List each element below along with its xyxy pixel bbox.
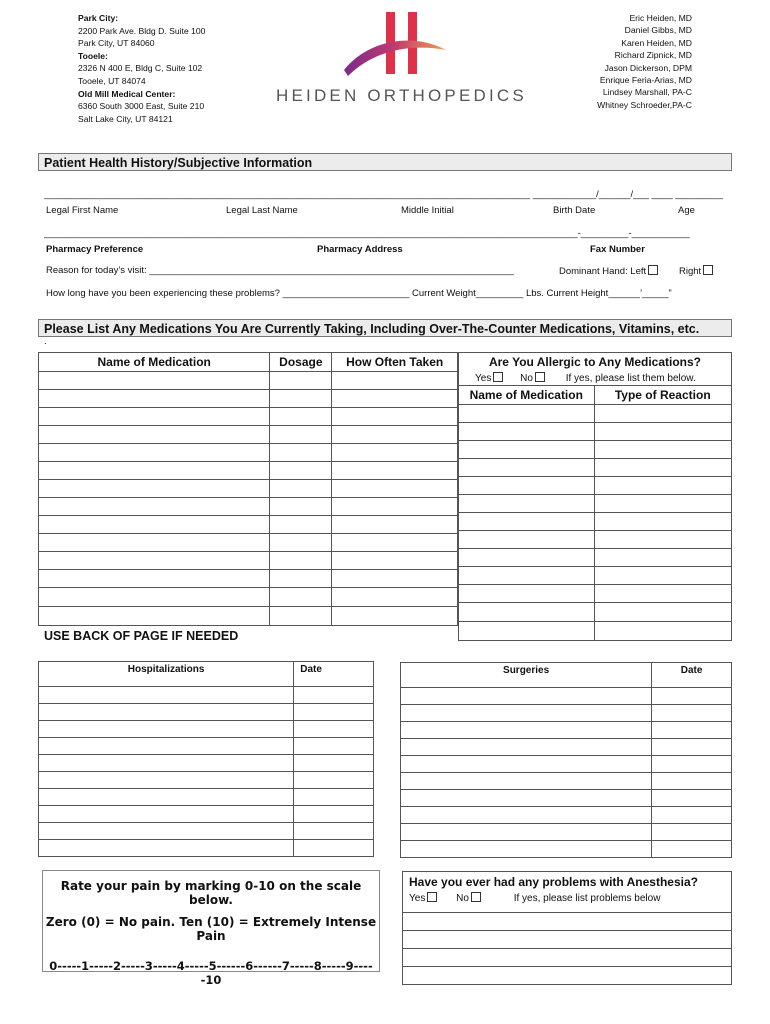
location-line: 6360 South 3000 East, Suite 210 — [78, 101, 205, 112]
middle-initial-label: Middle Initial — [401, 205, 454, 216]
pain-instructions: Rate your pain by marking 0-10 on the scale below. — [60, 879, 362, 907]
surgeries-table — [400, 662, 732, 858]
table-row[interactable] — [401, 688, 732, 705]
table-row[interactable] — [459, 477, 732, 495]
anesthesia-no-label: No — [456, 893, 469, 904]
table-row[interactable] — [39, 408, 458, 426]
stray-dot: . — [44, 336, 47, 347]
pharmacy-fields-line[interactable]: _____________________________________________________________________________________________________-_________-___________ — [44, 228, 690, 239]
table-row[interactable] — [401, 773, 732, 790]
provider: Lindsey Marshall, PA-C — [602, 87, 692, 98]
table-row[interactable] — [403, 949, 732, 967]
clinic-addresses — [78, 12, 205, 125]
dosage-header: Dosage — [270, 353, 332, 372]
table-row[interactable] — [459, 423, 732, 441]
table-row[interactable] — [39, 607, 458, 626]
table-row[interactable] — [401, 722, 732, 739]
location-name: Tooele: — [78, 50, 108, 61]
table-row[interactable] — [39, 480, 458, 498]
anesthesia-yes-label: Yes — [409, 893, 426, 904]
table-row[interactable] — [39, 823, 374, 840]
surgeries-header: Surgeries — [401, 663, 652, 688]
table-row[interactable] — [459, 495, 732, 513]
pharmacy-address-label: Pharmacy Address — [317, 244, 403, 255]
table-row[interactable] — [459, 622, 732, 641]
table-row[interactable] — [39, 498, 458, 516]
table-row[interactable] — [459, 603, 732, 622]
hospitalizations-header: Hospitalizations — [39, 662, 294, 687]
table-row[interactable] — [459, 531, 732, 549]
anesthesia-question: Have you ever had any problems with Anesthesia? — [409, 875, 698, 889]
provider: Whitney Schroeder,PA-C — [597, 99, 692, 110]
heiden-logo-icon — [338, 10, 448, 82]
table-row[interactable] — [39, 840, 374, 857]
location-line: Salt Lake City, UT 84121 — [78, 113, 173, 124]
hospitalizations-table — [38, 661, 374, 857]
allergy-medication-header: Name of Medication — [459, 386, 595, 405]
table-row[interactable] — [39, 755, 374, 772]
location-line: 2200 Park Ave. Bldg D. Suite 100 — [78, 25, 206, 36]
duration-weight-height-field[interactable]: How long have you been experiencing these problems? ________________________ Current Weight_________ Lbs. Current Height______’_____” — [46, 288, 672, 299]
table-row[interactable] — [401, 705, 732, 722]
allergy-if-yes-text: If yes, please list them below. — [565, 373, 696, 384]
table-row[interactable] — [39, 534, 458, 552]
provider: Jason Dickerson, DPM — [604, 62, 692, 73]
location-line: Park City, UT 84060 — [78, 38, 155, 49]
table-row[interactable] — [403, 931, 732, 949]
provider: Enrique Feria-Arias, MD — [599, 75, 692, 86]
table-row[interactable] — [403, 913, 732, 931]
location-name: Old Mill Medical Center: — [78, 88, 176, 99]
table-row[interactable] — [401, 807, 732, 824]
table-row[interactable] — [39, 721, 374, 738]
table-row[interactable] — [39, 444, 458, 462]
history-section-title: Patient Health History/Subjective Information — [38, 153, 732, 171]
table-row[interactable] — [403, 967, 732, 985]
table-row[interactable] — [459, 549, 732, 567]
table-row[interactable] — [39, 738, 374, 755]
age-label: Age — [678, 205, 695, 216]
table-row[interactable] — [39, 570, 458, 588]
fax-number-label: Fax Number — [590, 244, 645, 255]
pain-legend: Zero (0) = No pain. Ten (10) = Extremely Intense Pain — [45, 915, 377, 943]
anesthesia-header-cell — [403, 872, 732, 913]
table-row[interactable] — [459, 567, 732, 585]
name-fields-line[interactable]: ____________________________________________________________________________________________ ____________/______/___ ____ _________ — [44, 189, 723, 200]
right-hand-checkbox[interactable] — [703, 265, 713, 275]
brand-name: HEIDEN ORTHOPEDICS — [276, 86, 527, 105]
table-row[interactable] — [39, 552, 458, 570]
anesthesia-if-yes-text: If yes, please list problems below — [513, 893, 661, 904]
table-row[interactable] — [459, 459, 732, 477]
allergy-options — [459, 371, 732, 386]
left-hand-checkbox[interactable] — [648, 265, 658, 275]
location-line: Tooele, UT 84074 — [78, 75, 146, 86]
frequency-header: How Often Taken — [332, 353, 458, 372]
allergy-yes-checkbox[interactable] — [493, 372, 503, 382]
table-row[interactable] — [39, 704, 374, 721]
reason-for-visit-field[interactable]: Reason for today’s visit: _____________________________________________________________________ — [46, 265, 514, 276]
table-row[interactable] — [39, 806, 374, 823]
table-row[interactable] — [401, 790, 732, 807]
allergy-question: Are You Allergic to Any Medications? — [459, 353, 732, 372]
location-name: Park City: — [78, 13, 119, 23]
birth-date-label: Birth Date — [553, 205, 596, 216]
legal-first-name-label: Legal First Name — [46, 205, 119, 216]
table-row[interactable] — [401, 824, 732, 841]
anesthesia-table — [402, 871, 732, 985]
table-row[interactable] — [401, 841, 732, 858]
table-row[interactable] — [39, 588, 458, 607]
table-row[interactable] — [39, 687, 374, 704]
dominant-hand-left-label: Dominant Hand: Left — [559, 266, 647, 277]
table-row[interactable] — [459, 405, 732, 423]
anesthesia-no-checkbox[interactable] — [471, 892, 481, 902]
pharmacy-preference-label: Pharmacy Preference — [46, 244, 144, 255]
table-row[interactable] — [39, 462, 458, 480]
table-row[interactable] — [39, 789, 374, 806]
pain-scale[interactable]: 0-----1-----2-----3-----4-----5------6------7-----8-----9-----10 — [49, 959, 373, 987]
allergy-no-checkbox[interactable] — [535, 372, 545, 382]
surgery-date-header: Date — [652, 663, 732, 688]
provider: Karen Heiden, MD — [621, 37, 692, 48]
right-hand-option — [679, 265, 713, 277]
medications-section-title: Please List Any Medications You Are Currently Taking, Including Over-The-Counter Medications, Vitamins, etc. — [38, 319, 732, 337]
table-row[interactable] — [401, 756, 732, 773]
reaction-type-header: Type of Reaction — [594, 386, 731, 405]
pain-scale-box — [42, 870, 380, 987]
table-row[interactable] — [401, 739, 732, 756]
right-hand-label: Right — [679, 266, 702, 277]
medications-table — [38, 352, 458, 626]
table-row[interactable] — [459, 441, 732, 459]
table-row[interactable] — [39, 772, 374, 789]
provider: Daniel Gibbs, MD — [624, 25, 692, 36]
location-line: 2326 N 400 E, Bldg C, Suite 102 — [78, 63, 203, 74]
allergy-no-label: No — [520, 373, 533, 384]
provider: Eric Heiden, MD — [629, 13, 692, 23]
legal-last-name-label: Legal Last Name — [226, 205, 298, 216]
dominant-hand-label — [559, 265, 658, 277]
use-back-note: USE BACK OF PAGE IF NEEDED — [44, 629, 239, 643]
allergy-yes-label: Yes — [475, 373, 492, 384]
table-row[interactable] — [459, 513, 732, 531]
table-row[interactable] — [39, 390, 458, 408]
provider-list — [597, 12, 692, 111]
table-row[interactable] — [39, 516, 458, 534]
medication-name-header: Name of Medication — [39, 353, 270, 372]
anesthesia-yes-checkbox[interactable] — [427, 892, 437, 902]
table-row[interactable] — [39, 426, 458, 444]
allergy-table — [458, 352, 732, 641]
table-row[interactable] — [459, 585, 732, 603]
table-row[interactable] — [39, 372, 458, 390]
anesthesia-options — [409, 892, 725, 904]
hospitalization-date-header: Date — [294, 662, 374, 687]
provider: Richard Zipnick, MD — [614, 50, 692, 61]
